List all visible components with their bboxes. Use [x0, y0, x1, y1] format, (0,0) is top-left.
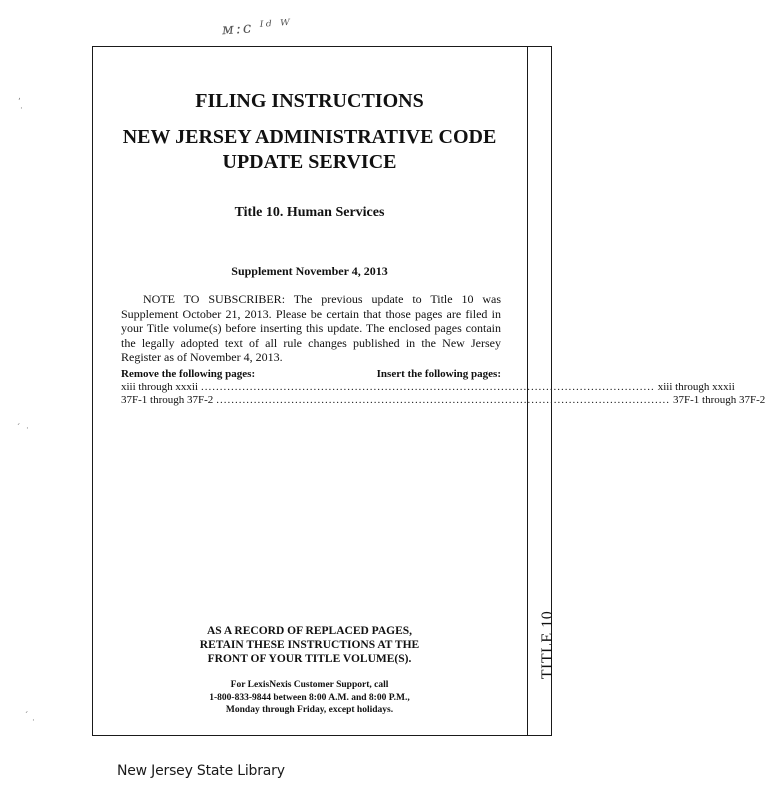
pages-table-row [121, 394, 765, 406]
code-title-line: NEW JERSEY ADMINISTRATIVE CODE [122, 126, 497, 148]
record-line: RETAIN THESE INSTRUCTIONS AT THE [199, 639, 420, 651]
insert-pages-cell: 37F-1 through 37F-2 [673, 394, 765, 406]
customer-support-info [92, 679, 527, 717]
record-instructions [92, 624, 527, 666]
title-tab [539, 596, 557, 694]
handwritten-mark: ᴍ:ᴄ ᴵᵈ ᵂ [221, 15, 293, 39]
scan-speck: · [32, 716, 35, 726]
scan-speck: · [26, 424, 29, 434]
filing-instructions-heading: FILING INSTRUCTIONS [195, 90, 424, 112]
scan-speck: · [20, 104, 23, 114]
dot-leader: ......................................................................................................................... [201, 381, 655, 393]
supplement-date: Supplement November 4, 2013 [231, 264, 388, 278]
insert-pages-header: Insert the following pages: [376, 368, 501, 380]
code-title [92, 125, 527, 175]
remove-pages-header: Remove the following pages: [121, 368, 256, 380]
remove-pages-cell: 37F-1 through 37F-2 [121, 394, 214, 406]
scan-speck: ˏ [16, 416, 21, 426]
subscriber-note: NOTE TO SUBSCRIBER: The previous update to Title 10 was Supplement October 21, 2013. Please be certain that those pages are filed in your Title volume(s) before inserting this update. The enclosed pages contain the legally adopted text of all rule changes published in the New Jersey Register as of November 4, 2013. [121, 292, 501, 364]
dot-leader: ......................................................................................................................... [216, 394, 671, 406]
support-line: For LexisNexis Customer Support, call [230, 680, 389, 690]
record-line: AS A RECORD OF REPLACED PAGES, [206, 625, 413, 637]
code-title-line: UPDATE SERVICE [222, 151, 397, 173]
record-line: FRONT OF YOUR TITLE VOLUME(S). [207, 653, 412, 665]
pages-table-header [121, 368, 501, 380]
title-tab-label: TITLE 10 [539, 610, 556, 680]
remove-pages-cell: xiii through xxxii [121, 381, 198, 393]
scan-speck: ˏ [24, 704, 29, 714]
title-subtitle: Title 10. Human Services [234, 205, 385, 220]
pages-table-row [121, 381, 735, 393]
support-line: Monday through Friday, except holidays. [225, 705, 394, 715]
scan-speck: , [18, 92, 21, 102]
library-stamp: New Jersey State Library [117, 763, 285, 779]
insert-pages-cell: xiii through xxxii [657, 381, 735, 393]
support-line: 1-800-833-9844 between 8:00 A.M. and 8:00 P.M., [209, 692, 410, 703]
